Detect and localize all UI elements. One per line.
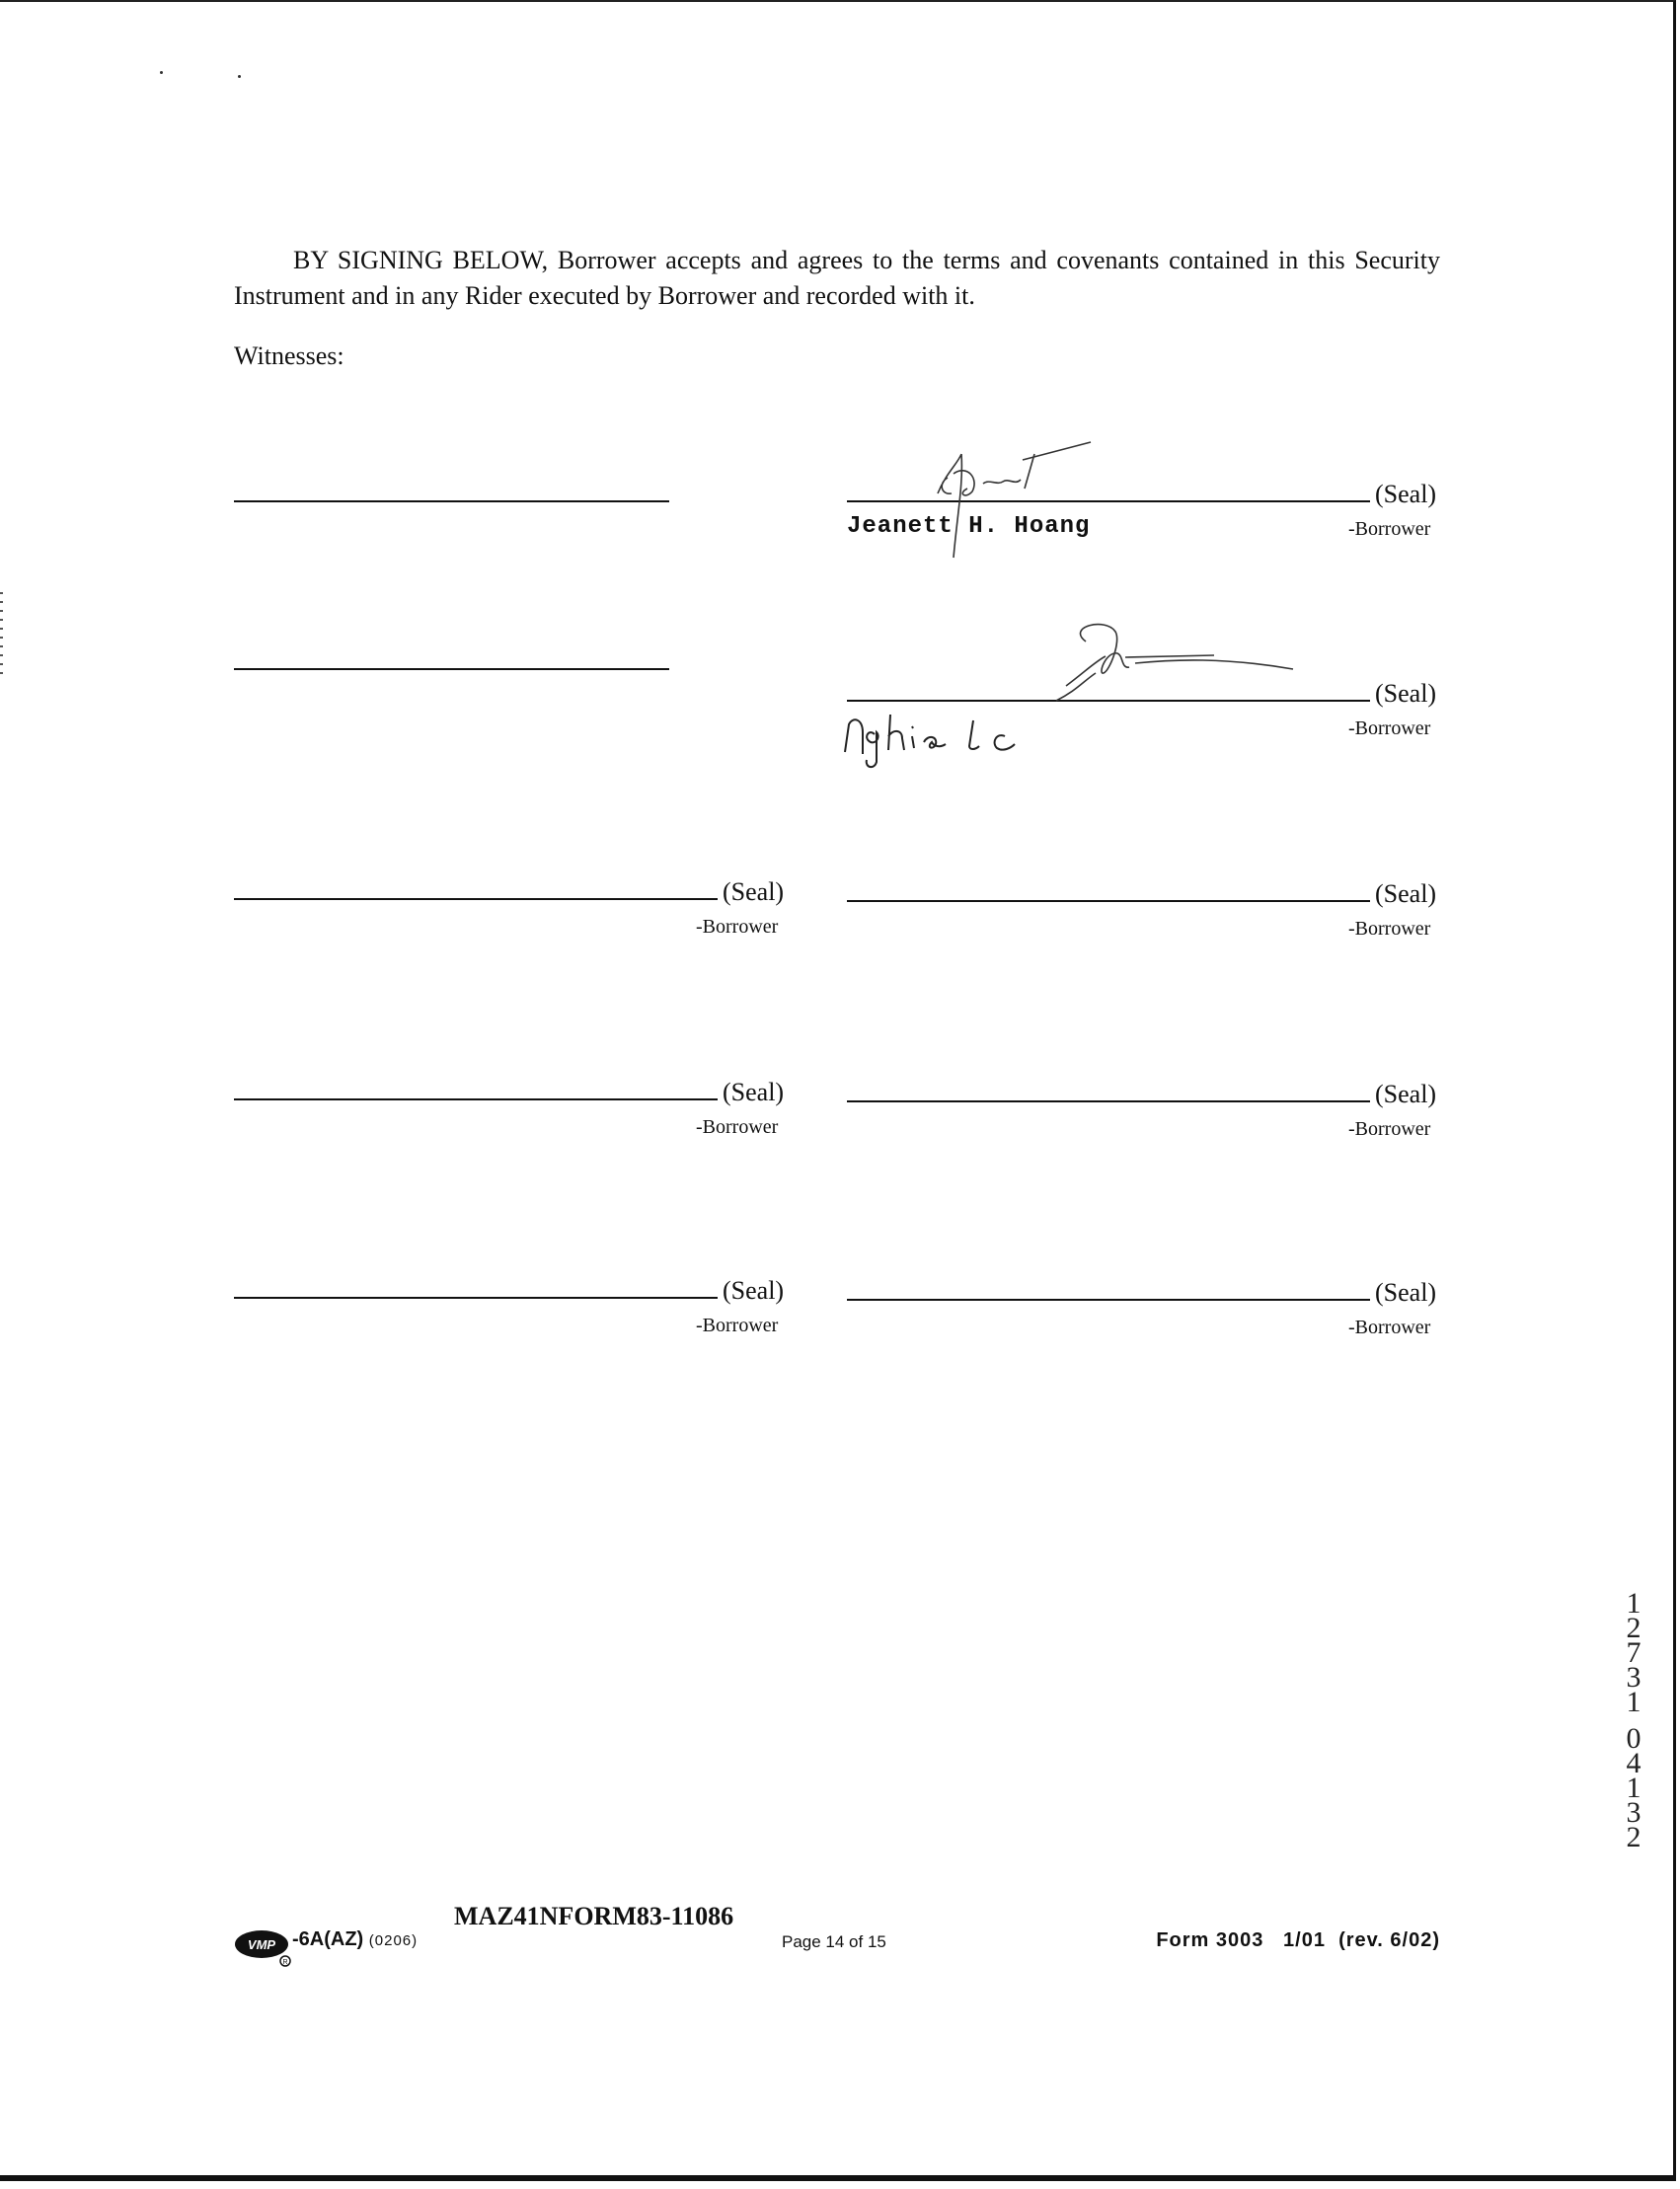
handwritten-name-nghia-le [839, 703, 1046, 772]
borrower-label: -Borrower [696, 1116, 779, 1138]
scan-speck [238, 75, 241, 78]
handwritten-signature-1 [918, 434, 1096, 563]
seal-label: (Seal) [1375, 1278, 1437, 1307]
handwritten-signature-2 [1027, 612, 1303, 720]
recording-digit: 3 [1626, 1661, 1642, 1694]
recording-digit: 3 [1626, 1796, 1642, 1829]
borrower-typed-name: Jeanett H. Hoang [847, 513, 1091, 540]
borrower-label: -Borrower [1348, 918, 1431, 940]
borrower-label: -Borrower [1348, 518, 1431, 540]
signing-statement [234, 243, 1440, 314]
recording-digit: 0 [1626, 1722, 1642, 1755]
seal-label: (Seal) [1375, 480, 1437, 508]
borrower-label: -Borrower [1348, 1317, 1431, 1338]
borrower-signature-line-7[interactable] [234, 1297, 718, 1299]
scan-edge-marks [0, 592, 3, 681]
document-id: MAZ41NFORM83-11086 [454, 1902, 734, 1930]
scan-speck [160, 71, 163, 74]
seal-label: (Seal) [723, 1078, 785, 1106]
seal-label: (Seal) [1375, 1080, 1437, 1108]
svg-text:VMP: VMP [247, 1937, 276, 1952]
recording-digit: 7 [1626, 1636, 1642, 1669]
page-number: Page 14 of 15 [782, 1932, 886, 1951]
borrower-signature-line-4[interactable] [847, 900, 1370, 902]
form-code-suffix: (0206) [368, 1932, 419, 1949]
borrower-signature-line-5[interactable] [234, 1098, 718, 1100]
form-code [292, 1928, 418, 1951]
form-number: Form 3003 1/01 (rev. 6/02) [1156, 1929, 1440, 1951]
recording-digit: 2 [1626, 1612, 1642, 1644]
seal-label: (Seal) [723, 1276, 785, 1305]
seal-label: (Seal) [723, 877, 785, 906]
borrower-label: -Borrower [1348, 1118, 1431, 1140]
svg-text:R: R [282, 1959, 288, 1966]
seal-label: (Seal) [1375, 879, 1437, 908]
witnesses-label: Witnesses: [234, 341, 344, 370]
vmp-logo-icon [234, 1928, 293, 1968]
borrower-signature-line-6[interactable] [847, 1100, 1370, 1102]
signing-statement-text: BY SIGNING BELOW, Borrower accepts and agrees to the terms and covenants contained in this Security Instrument and in any Rider executed by Borrower and recorded with it. [234, 246, 1440, 310]
recording-number [1619, 1587, 1648, 1853]
witness-line-1[interactable] [234, 500, 669, 502]
recording-digit: 4 [1626, 1747, 1642, 1779]
witness-line-2[interactable] [234, 668, 669, 670]
borrower-signature-line-8[interactable] [847, 1299, 1370, 1301]
form-code-main: -6A(AZ) [292, 1928, 364, 1950]
borrower-label: -Borrower [696, 1315, 779, 1336]
recording-digit: 1 [1626, 1587, 1642, 1620]
recording-digit: 2 [1626, 1821, 1642, 1853]
recording-digit: 1 [1626, 1772, 1642, 1804]
recording-digit: 1 [1626, 1686, 1642, 1718]
borrower-label: -Borrower [696, 916, 779, 938]
borrower-signature-line-3[interactable] [234, 898, 718, 900]
borrower-label: -Borrower [1348, 717, 1431, 739]
seal-label: (Seal) [1375, 679, 1437, 708]
